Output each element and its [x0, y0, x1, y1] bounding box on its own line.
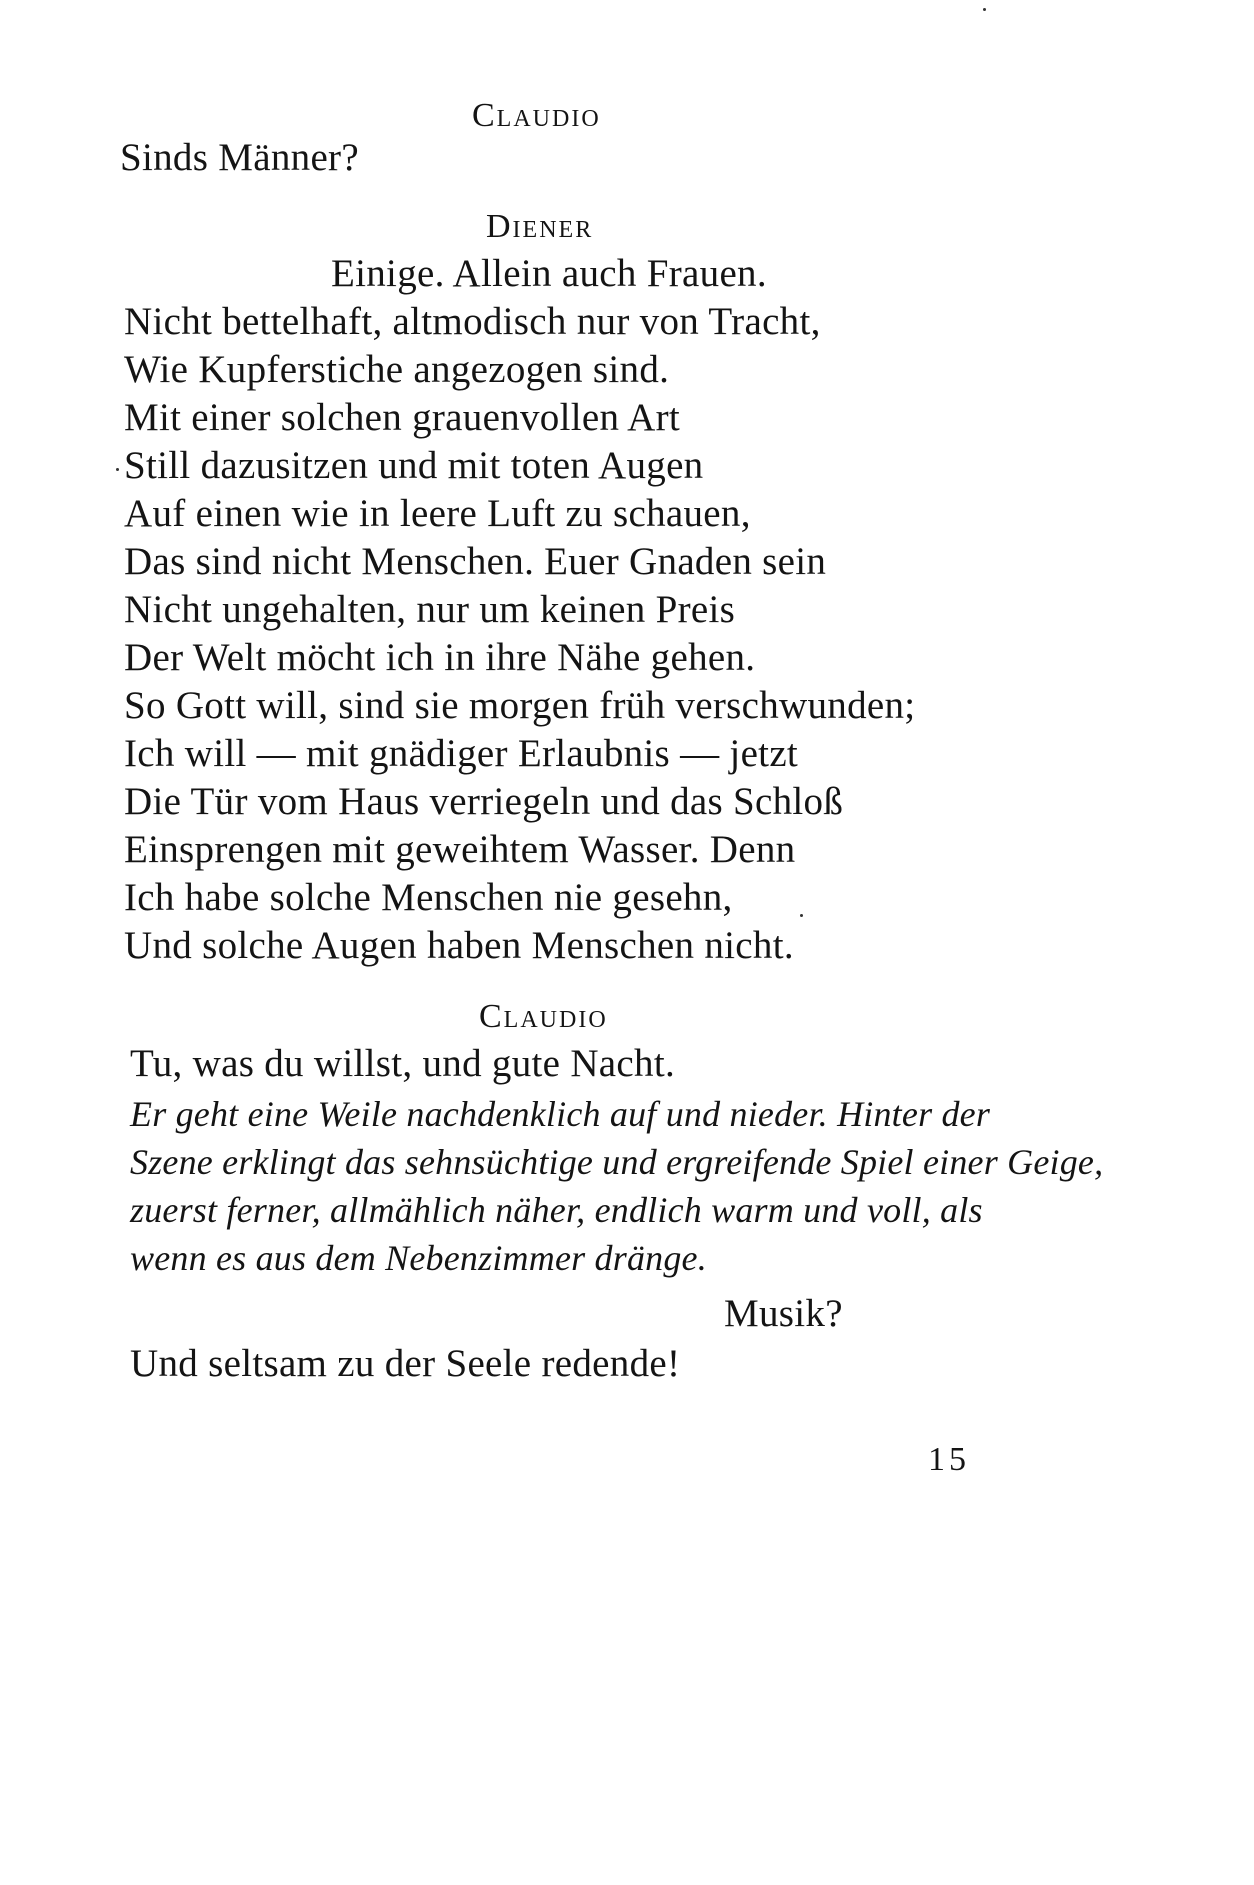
verse-line: Die Tür vom Haus verriegeln und das Schloß [124, 780, 844, 823]
paper-speck [116, 468, 119, 471]
verse-line: Nicht bettelhaft, altmodisch nur von Tracht, [124, 300, 821, 343]
verse-line: Und solche Augen haben Menschen nicht. [124, 924, 794, 967]
verse-line: Tu, was du willst, und gute Nacht. [130, 1042, 676, 1085]
verse-line: Ich habe solche Menschen nie gesehn, [124, 876, 733, 919]
verse-line: Musik? [724, 1292, 843, 1335]
speaker-name-claudio: Claudio [479, 998, 608, 1035]
verse-line: So Gott will, sind sie morgen früh verschwunden; [124, 684, 916, 727]
verse-line: Einige. Allein auch Frauen. [331, 252, 767, 295]
verse-line: Sinds Männer? [120, 136, 359, 179]
verse-line: Mit einer solchen grauenvollen Art [124, 396, 681, 439]
paper-speck [800, 914, 803, 917]
speaker-name-diener: Diener [486, 208, 594, 245]
verse-line: Wie Kupferstiche angezogen sind. [124, 348, 670, 391]
speaker-name-claudio: Claudio [472, 97, 601, 134]
page-number: 15 [928, 1441, 970, 1478]
verse-line: Und seltsam zu der Seele redende! [130, 1342, 681, 1385]
stage-direction-line: zuerst ferner, allmählich näher, endlich warm und voll, als [130, 1190, 983, 1230]
stage-direction-line: Szene erklingt das sehnsüchtige und ergreifende Spiel einer Geige, [130, 1142, 1104, 1182]
verse-line: Still dazusitzen und mit toten Augen [124, 444, 704, 487]
verse-line: Nicht ungehalten, nur um keinen Preis [124, 588, 736, 631]
verse-line: Auf einen wie in leere Luft zu schauen, [124, 492, 751, 535]
verse-line: Ich will — mit gnädiger Erlaubnis — jetzt [124, 732, 799, 775]
stage-direction-line: wenn es aus dem Nebenzimmer dränge. [130, 1238, 707, 1278]
verse-line: Einsprengen mit geweihtem Wasser. Denn [124, 828, 796, 871]
paper-speck [983, 8, 986, 11]
stage-direction-line: Er geht eine Weile nachdenklich auf und nieder. Hinter der [130, 1094, 991, 1134]
verse-line: Der Welt möcht ich in ihre Nähe gehen. [124, 636, 756, 679]
verse-line: Das sind nicht Menschen. Euer Gnaden sein [124, 540, 827, 583]
